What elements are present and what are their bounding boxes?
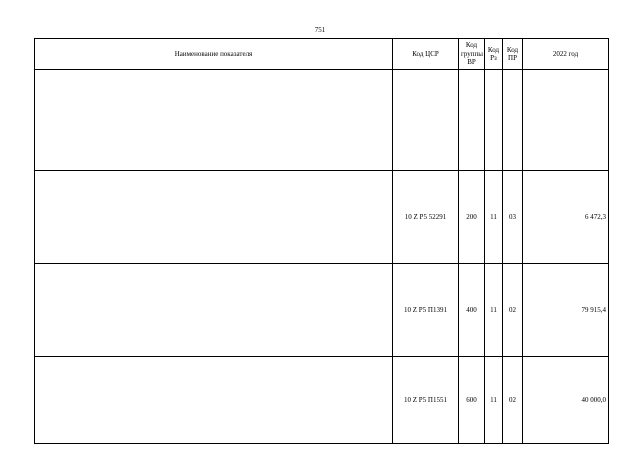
header-name: Наименование показателя bbox=[35, 39, 393, 70]
row-csr bbox=[393, 70, 459, 171]
table-header-row bbox=[35, 39, 609, 70]
row-csr: 10 Z P5 52291 bbox=[393, 171, 459, 264]
row-csr: 10 Z P5 П1551 bbox=[393, 357, 459, 444]
row-pr: 02 bbox=[503, 357, 523, 444]
row-vr: 400 bbox=[459, 264, 485, 357]
row-rz bbox=[485, 70, 503, 171]
row-rz: 11 bbox=[485, 357, 503, 444]
table-row bbox=[35, 70, 609, 171]
row-description bbox=[35, 357, 393, 444]
row-description bbox=[35, 171, 393, 264]
row-description bbox=[35, 70, 393, 171]
page-number: 751 bbox=[314, 26, 326, 34]
header-year: 2022 год bbox=[523, 39, 609, 70]
header-pr: Код ПР bbox=[503, 39, 523, 70]
row-amount: 79 915,4 bbox=[523, 264, 609, 357]
row-pr: 03 bbox=[503, 171, 523, 264]
row-vr: 200 bbox=[459, 171, 485, 264]
header-rz: Код Рз bbox=[485, 39, 503, 70]
table-row bbox=[35, 171, 609, 264]
row-description bbox=[35, 264, 393, 357]
row-rz: 11 bbox=[485, 264, 503, 357]
table-row bbox=[35, 357, 609, 444]
header-csr: Код ЦСР bbox=[393, 39, 459, 70]
row-pr bbox=[503, 70, 523, 171]
row-amount: 40 000,0 bbox=[523, 357, 609, 444]
row-vr: 600 bbox=[459, 357, 485, 444]
row-csr: 10 Z P5 П1391 bbox=[393, 264, 459, 357]
table-row bbox=[35, 264, 609, 357]
row-vr bbox=[459, 70, 485, 171]
row-amount: 6 472,3 bbox=[523, 171, 609, 264]
row-rz: 11 bbox=[485, 171, 503, 264]
row-pr: 02 bbox=[503, 264, 523, 357]
row-amount bbox=[523, 70, 609, 171]
header-vr: Код группы ВР bbox=[459, 39, 485, 70]
budget-table bbox=[34, 38, 609, 444]
